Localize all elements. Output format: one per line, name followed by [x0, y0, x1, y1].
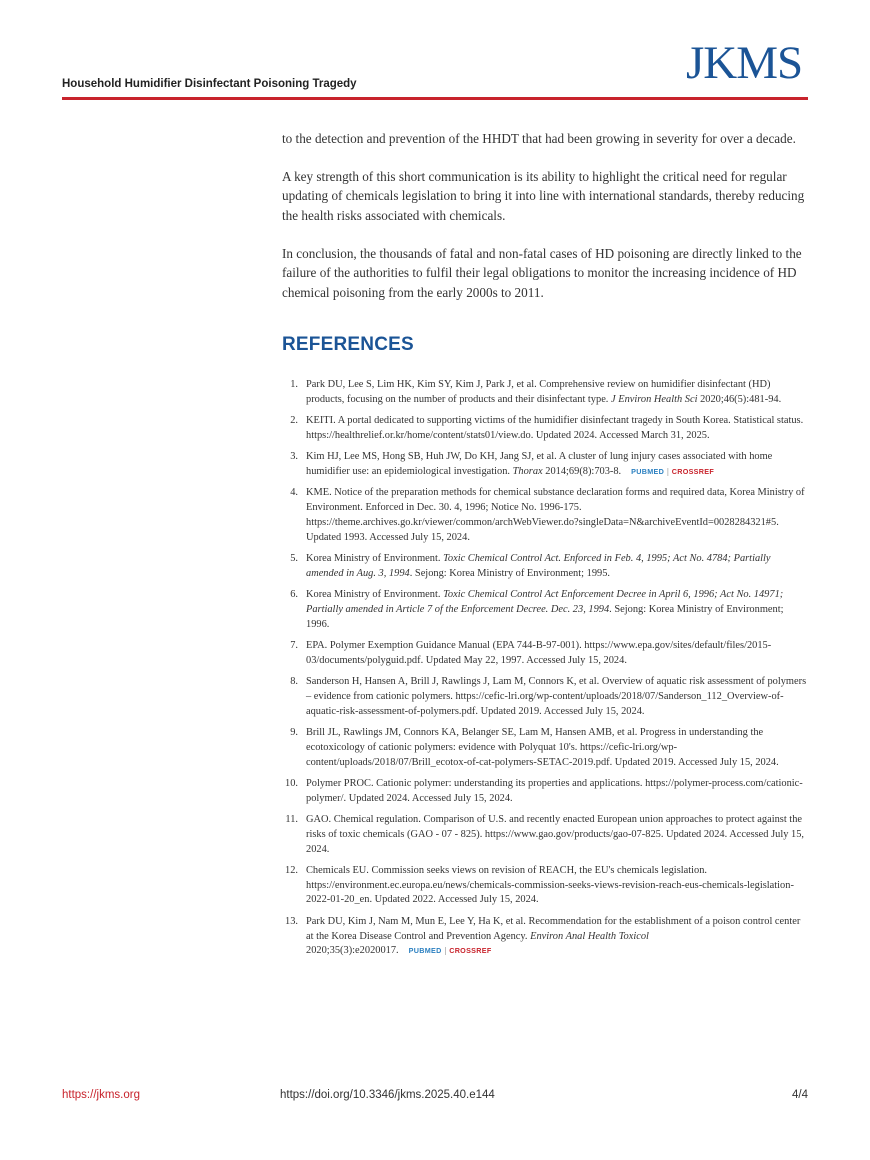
reference-citation: 2020;35(3):e2020017.	[306, 945, 399, 957]
reference-text: Korea Ministry of Environment.	[306, 589, 444, 601]
references-heading: REFERENCES	[282, 334, 414, 355]
header-divider	[62, 97, 808, 100]
reference-number: 8.	[290, 676, 298, 688]
page-number: 4/4	[792, 1089, 808, 1101]
journal-site-link[interactable]: https://jkms.org	[62, 1089, 140, 1101]
reference-number: 2.	[290, 415, 298, 427]
reference-citation: 2020;46(5):481-94.	[697, 393, 782, 405]
reference-text[interactable]: EPA. Polymer Exemption Guidance Manual (EPA 744-B-97-001). https://www.epa.gov/sites/default/files/2015-03/documents/polyguid.pdf. Updated May 22, 1997. Accessed July 15, 2024.	[306, 639, 772, 666]
reference-item	[282, 915, 808, 959]
pubmed-link[interactable]: PUBMED	[631, 466, 665, 476]
reference-journal: J Environ Health Sci	[611, 393, 698, 405]
reference-number: 10.	[285, 777, 298, 789]
journal-logo	[686, 38, 808, 90]
reference-citation: . Sejong: Korea Ministry of Environment; 1996.	[306, 603, 784, 630]
reference-journal: Thorax	[512, 465, 543, 477]
reference-title: Toxic Chemical Control Act Enforcement Decree in April 6, 1996; Act No. 14971; Partially amended in Article 7 of the Enforcement Decree. Dec. 23, 1994	[306, 589, 784, 615]
journal-logo-text: JKMS	[686, 38, 803, 89]
reference-list	[282, 378, 808, 966]
reference-text[interactable]: KME. Notice of the preparation methods for chemical substance declaration forms and required data, Korea Ministry of Environment. Enforced in Dec. 30. 4, 1996; Notice No. 1996-175. https://theme.archives.go.kr/viewer/common/archWebViewer.do?singleData=N&archiveEventId=0028284321#5. Updated 1993. Accessed July 15, 2024.	[306, 487, 805, 543]
reference-item	[282, 414, 808, 444]
crossref-link[interactable]: CROSSREF	[671, 466, 715, 476]
reference-citation: 2014;69(8):703-8.	[542, 465, 622, 477]
reference-text: Korea Ministry of Environment.	[306, 552, 444, 564]
link-separator: |	[667, 466, 669, 476]
reference-number: 1.	[290, 379, 298, 390]
running-title: Household Humidifier Disinfectant Poisoning Tragedy	[62, 78, 357, 90]
reference-text[interactable]: Sanderson H, Hansen A, Brill J, Rawlings J, Lam M, Connors K, et al. Overview of aquatic risk assessment of polymers – evidence from cationic polymers. https://cefic-lri.org/wp-content/uploads/2018/07/Sanderson_112_Overview-of-aquatic-risk-assessment-of-polymers.pdf. Updated 2019. Accessed July 15, 2024.	[306, 676, 807, 717]
body-paragraph: to the detection and prevention of the HHDT that had been growing in severity for over a decade.	[282, 131, 796, 146]
reference-item	[282, 726, 808, 770]
reference-text: Park DU, Lee S, Lim HK, Kim SY, Kim J, Park J, et al. Comprehensive review on humidifier disinfectant (HD) products, focusing on the number of products and their disinfectant type.	[306, 379, 771, 405]
reference-number: 3.	[290, 451, 298, 463]
reference-item	[282, 378, 808, 408]
doi-link[interactable]: https://doi.org/10.3346/jkms.2025.40.e144	[280, 1089, 495, 1101]
reference-text[interactable]: GAO. Chemical regulation. Comparison of U.S. and recently enacted European union approaches to protect against the risks of toxic chemicals (GAO - 07 - 825). https://www.gao.gov/products/gao-07-825. Updated 2024. Accessed July 15, 2024.	[306, 813, 804, 855]
pubmed-link[interactable]: PUBMED	[408, 946, 442, 956]
reference-number: 9.	[290, 726, 298, 738]
body-paragraph: A key strength of this short communication is its ability to highlight the critical need for regular updating of chemicals legislation to bring it into line with international standards, thereby reducing the health risks associated with chemicals.	[282, 169, 805, 223]
reference-item	[282, 450, 808, 480]
reference-number: 4.	[290, 487, 298, 499]
reference-item	[282, 552, 808, 582]
crossref-link[interactable]: CROSSREF	[449, 946, 492, 956]
body-paragraph: In conclusion, the thousands of fatal and non-fatal cases of HD poisoning are directly linked to the failure of the authorities to fulfil their legal obligations to monitor the increasing incidence of HD chemical poisoning from the early 2000s to 2011.	[282, 246, 802, 300]
reference-item	[282, 486, 808, 545]
reference-text[interactable]: Brill JL, Rawlings JM, Connors KA, Belanger SE, Lam M, Hansen AMB, et al. Progress in understanding the ecotoxicology of cationic polymers: evidence with Polyquat 10's. https://cefic-lri.org/wp-content/uploads/2018/07/Brill_ecotox-of-cat-polymers-SETAC-2019.pdf. Updated 2019. Accessed July 15, 2024.	[306, 726, 779, 768]
reference-text[interactable]: Chemicals EU. Commission seeks views on revision of REACH, the EU's chemicals legislation. https://environment.ec.europa.eu/news/chemicals-commission-seeks-views-revision-reach-eus-chemicals-legislation-2022-01-20_en. Updated 2022. Accessed July 15, 2024.	[306, 864, 794, 906]
reference-title: Toxic Chemical Control Act. Enforced in Feb. 4, 1995; Act No. 4784; Partially amended in Aug. 3, 1994	[306, 552, 771, 579]
reference-item	[282, 588, 808, 632]
reference-text: Park DU, Kim J, Nam M, Mun E, Lee Y, Ha K, et al. Recommendation for the establishment of a poison control center at the Korea Disease Control and Prevention Agency.	[306, 915, 801, 942]
link-separator: |	[444, 946, 447, 956]
reference-number: 6.	[290, 589, 298, 601]
reference-text: Kim HJ, Lee MS, Hong SB, Huh JW, Do KH, Jang SJ, et al. A cluster of lung injury cases associated with home humidifier use: an epidemiological investigation.	[306, 451, 773, 477]
reference-number: 12.	[285, 864, 298, 876]
reference-number: 7.	[290, 639, 298, 651]
reference-number: 5.	[290, 552, 298, 564]
reference-text[interactable]: KEITI. A portal dedicated to supporting victims of the humidifier disinfectant tragedy in South Korea. Statistical status. https://healthrelief.or.kr/home/content/stats01/view.do. Updated 2024. Accessed March 31, 2025.	[306, 415, 804, 441]
reference-item	[282, 777, 808, 807]
reference-item	[282, 813, 808, 857]
reference-text[interactable]: Polymer PROC. Cationic polymer: understanding its properties and applications. https://polymer-process.com/cationic-polymer/. Updated 2024. Accessed July 15, 2024.	[306, 777, 803, 804]
reference-item	[282, 864, 808, 908]
reference-number: 13.	[285, 915, 298, 927]
reference-number: 11.	[285, 813, 298, 825]
reference-item	[282, 639, 808, 669]
reference-citation: . Sejong: Korea Ministry of Environment; 1995.	[409, 567, 611, 579]
reference-item	[282, 675, 808, 719]
reference-journal: Environ Anal Health Toxicol	[530, 930, 649, 942]
